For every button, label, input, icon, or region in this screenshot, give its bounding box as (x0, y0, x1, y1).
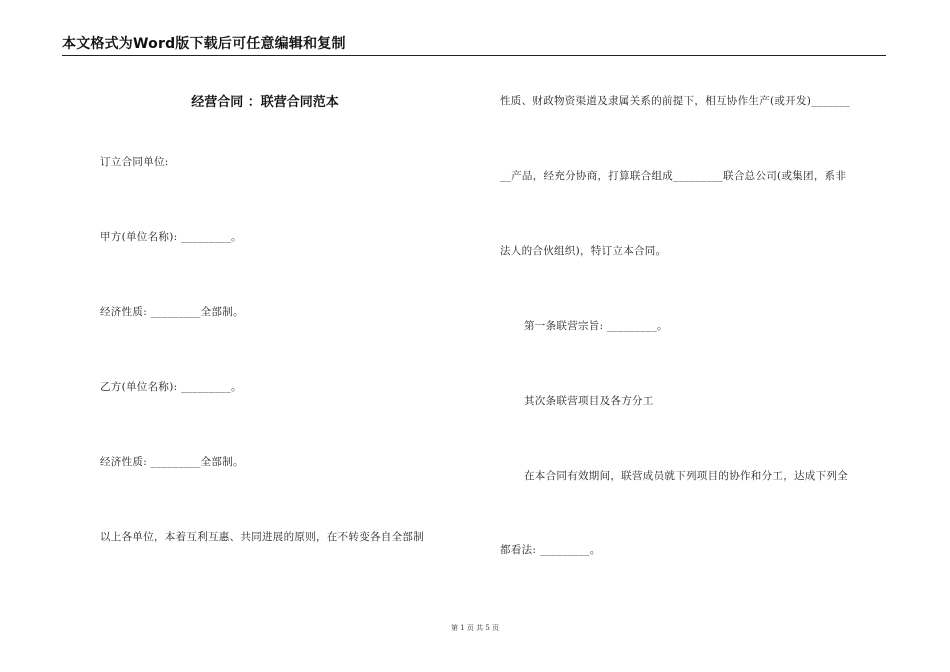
paragraph-line: 经济性质: _________全部制。 (100, 456, 244, 468)
paragraph-line: 第一条联营宗旨: _________。 (524, 320, 668, 332)
paragraph-line: 其次条联营项目及各方分工 (524, 395, 654, 407)
document-title: 经营合同 ：联营合同范本 (191, 95, 339, 110)
page-number: 第 1 页 共 5 页 (450, 624, 500, 632)
paragraph-line: 经济性质: _________全部制。 (100, 306, 244, 318)
paragraph-line: 以上各单位，本着互利互惠、共同进展的原则，在不转变各自全部制 (100, 531, 424, 543)
paragraph-line: 订立合同单位: (100, 156, 169, 168)
paragraph-line: __产品，经充分协商，打算联合组成_________联合总公司(或集团，系非 (500, 170, 847, 182)
paragraph-line: 乙方(单位名称): _________。 (100, 381, 242, 393)
header-notice: 本文格式为Word版下载后可任意编辑和复制 (62, 36, 346, 52)
paragraph-line: 性质、财政物资渠道及隶属关系的前提下，相互协作生产(或开发)_______ (500, 95, 851, 107)
paragraph-line: 都看法: _________。 (500, 544, 601, 556)
page-header (62, 33, 886, 56)
paragraph-line: 在本合同有效期间，联营成员就下列项目的协作和分工，达成下列全 (524, 470, 848, 482)
paragraph-line: 甲方(单位名称): _________。 (100, 231, 242, 243)
paragraph-line: 法人的合伙组织)，特订立本合同。 (500, 245, 667, 257)
